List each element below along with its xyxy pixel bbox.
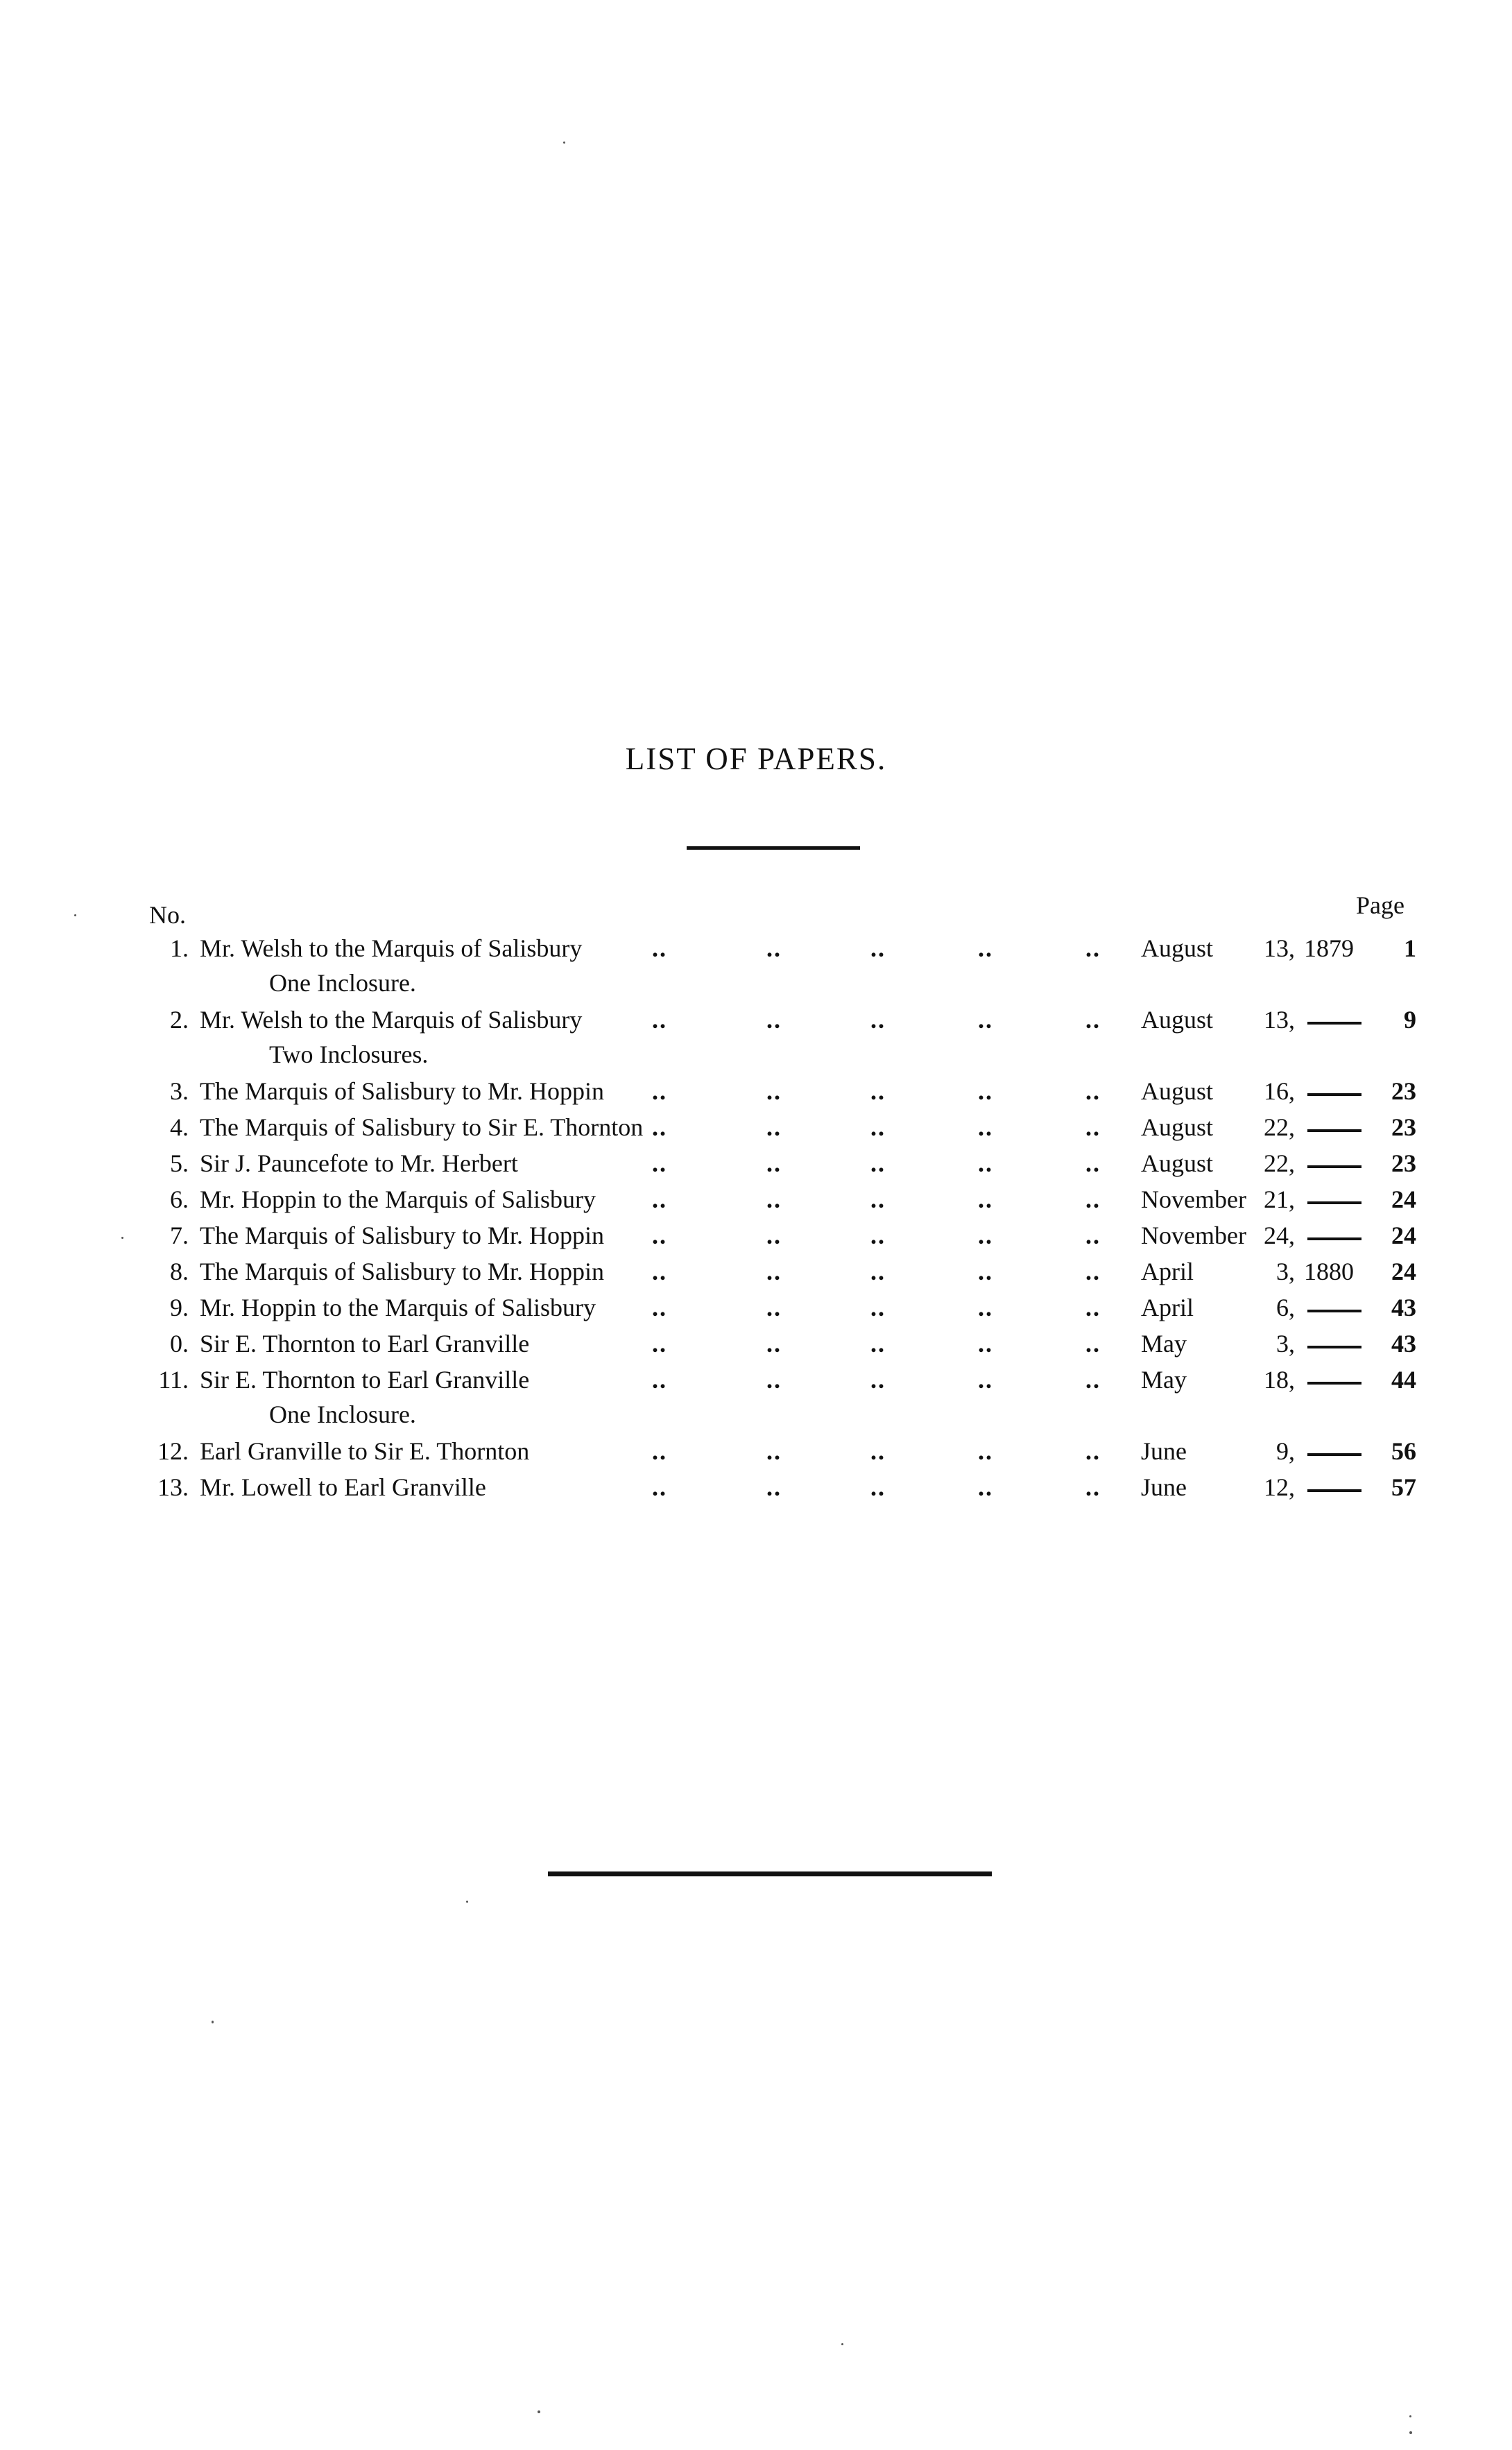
dot-leader: .. — [1085, 1330, 1101, 1357]
dot-leader: .. — [652, 1006, 667, 1034]
list-item — [0, 1473, 1512, 1509]
list-item — [0, 1113, 1512, 1149]
ditto-dash — [1307, 1489, 1361, 1492]
date-day: 6, — [1276, 1294, 1295, 1321]
list-item — [0, 1149, 1512, 1185]
scan-speck — [1409, 2415, 1411, 2417]
dot-leader: .. — [1085, 934, 1101, 962]
dot-leader: .. — [978, 1185, 993, 1213]
paper-number: 4. — [170, 1113, 189, 1141]
date-day: 9, — [1276, 1437, 1295, 1465]
paper-number: 1. — [170, 934, 189, 962]
dot-leader: .. — [870, 1330, 886, 1357]
date-month: November — [1141, 1185, 1246, 1213]
dot-leader: .. — [652, 1437, 667, 1465]
dot-leader: .. — [766, 1185, 782, 1213]
date-day: 22, — [1264, 1113, 1295, 1141]
paper-description: Sir E. Thornton to Earl Granville — [200, 1366, 530, 1394]
date-day: 13, — [1264, 934, 1295, 962]
page-number: 44 — [1391, 1366, 1416, 1394]
dot-leader: .. — [652, 1294, 667, 1321]
dot-leader: .. — [870, 1113, 886, 1141]
date-day: 3, — [1276, 1258, 1295, 1285]
dot-leader: .. — [652, 1077, 667, 1105]
inclosure-note: One Inclosure. — [269, 969, 416, 997]
page-number: 43 — [1391, 1294, 1416, 1321]
dot-leader: .. — [652, 1330, 667, 1357]
dot-leader: .. — [1085, 1222, 1101, 1249]
date-year: 1879 — [1304, 934, 1354, 962]
date-month: May — [1141, 1366, 1187, 1394]
paper-description: Mr. Lowell to Earl Granville — [200, 1473, 486, 1501]
paper-description: The Marquis of Salisbury to Mr. Hoppin — [200, 1077, 604, 1105]
dot-leader: .. — [652, 1366, 667, 1394]
dot-leader: .. — [870, 1258, 886, 1285]
column-header-no: No. — [149, 901, 186, 929]
page-number: 43 — [1391, 1330, 1416, 1357]
dot-leader: .. — [766, 1077, 782, 1105]
ditto-dash — [1307, 1346, 1361, 1348]
dot-leader: .. — [978, 1330, 993, 1357]
dot-leader: .. — [870, 1473, 886, 1501]
scan-speck — [538, 2410, 540, 2413]
dot-leader: .. — [652, 1185, 667, 1213]
dot-leader: .. — [978, 1366, 993, 1394]
page-number: 23 — [1391, 1149, 1416, 1177]
paper-description: The Marquis of Salisbury to Mr. Hoppin — [200, 1258, 604, 1285]
ditto-dash — [1307, 1129, 1361, 1132]
date-month: April — [1141, 1258, 1194, 1285]
dot-leader: .. — [978, 1077, 993, 1105]
page-number: 23 — [1391, 1077, 1416, 1105]
paper-number: 5. — [170, 1149, 189, 1177]
page-title: LIST OF PAPERS. — [625, 742, 887, 776]
date-month: August — [1141, 934, 1214, 962]
dot-leader: .. — [766, 1437, 782, 1465]
ditto-dash — [1307, 1237, 1361, 1240]
dot-leader: .. — [870, 1006, 886, 1034]
date-day: 3, — [1276, 1330, 1295, 1357]
list-item — [0, 1185, 1512, 1221]
paper-number: 3. — [170, 1077, 189, 1105]
paper-number: 8. — [170, 1258, 189, 1285]
dot-leader: .. — [870, 1185, 886, 1213]
dot-leader: .. — [1085, 1185, 1101, 1213]
date-month: May — [1141, 1330, 1187, 1357]
dot-leader: .. — [1085, 1366, 1101, 1394]
dot-leader: .. — [978, 1006, 993, 1034]
paper-number: 13. — [157, 1473, 189, 1501]
ditto-dash — [1307, 1453, 1361, 1456]
paper-description: The Marquis of Salisbury to Mr. Hoppin — [200, 1222, 604, 1249]
paper-number: 6. — [170, 1185, 189, 1213]
dot-leader: .. — [870, 1294, 886, 1321]
paper-description: The Marquis of Salisbury to Sir E. Thornton — [200, 1113, 644, 1141]
date-month: August — [1141, 1113, 1214, 1141]
ditto-dash — [1307, 1165, 1361, 1168]
paper-number: 12. — [157, 1437, 189, 1465]
scan-speck — [212, 2021, 214, 2023]
dot-leader: .. — [652, 934, 667, 962]
page-number: 24 — [1391, 1185, 1416, 1213]
dot-leader: .. — [652, 1149, 667, 1177]
date-month: August — [1141, 1149, 1214, 1177]
dot-leader: .. — [766, 1149, 782, 1177]
dot-leader: .. — [652, 1473, 667, 1501]
paper-description: Mr. Welsh to the Marquis of Salisbury — [200, 934, 583, 962]
list-item — [0, 1329, 1512, 1365]
scan-speck — [563, 142, 565, 144]
dot-leader: .. — [766, 1113, 782, 1141]
dot-leader: .. — [978, 1294, 993, 1321]
dot-leader: .. — [978, 1222, 993, 1249]
dot-leader: .. — [1085, 1006, 1101, 1034]
dot-leader: .. — [766, 934, 782, 962]
dot-leader: .. — [1085, 1473, 1101, 1501]
date-year: 1880 — [1304, 1258, 1354, 1285]
list-item — [0, 1365, 1512, 1401]
scan-speck — [121, 1237, 123, 1239]
dot-leader: .. — [766, 1294, 782, 1321]
inclosure-note: One Inclosure. — [269, 1400, 416, 1428]
date-day: 13, — [1264, 1006, 1295, 1034]
date-month: April — [1141, 1294, 1194, 1321]
paper-description: Mr. Hoppin to the Marquis of Salisbury — [200, 1185, 596, 1213]
page-number: 1 — [1404, 934, 1416, 962]
page-number: 24 — [1391, 1258, 1416, 1285]
dot-leader: .. — [870, 1077, 886, 1105]
scan-speck — [74, 914, 76, 916]
date-month: August — [1141, 1006, 1214, 1034]
dot-leader: .. — [1085, 1149, 1101, 1177]
page-number: 56 — [1391, 1437, 1416, 1465]
dot-leader: .. — [652, 1113, 667, 1141]
scan-speck — [841, 2343, 843, 2345]
ditto-dash — [1307, 1022, 1361, 1025]
footer-rule — [548, 1871, 992, 1876]
list-item — [0, 1437, 1512, 1473]
dot-leader: .. — [978, 1258, 993, 1285]
dot-leader: .. — [1085, 1258, 1101, 1285]
dot-leader: .. — [766, 1473, 782, 1501]
dot-leader: .. — [1085, 1294, 1101, 1321]
dot-leader: .. — [870, 1366, 886, 1394]
dot-leader: .. — [978, 1149, 993, 1177]
date-month: June — [1141, 1473, 1187, 1501]
date-day: 18, — [1264, 1366, 1295, 1394]
page-number: 57 — [1391, 1473, 1416, 1501]
dot-leader: .. — [1085, 1113, 1101, 1141]
dot-leader: .. — [978, 1473, 993, 1501]
paper-description: Sir E. Thornton to Earl Granville — [200, 1330, 530, 1357]
date-day: 24, — [1264, 1222, 1295, 1249]
list-item — [0, 1077, 1512, 1113]
dot-leader: .. — [766, 1366, 782, 1394]
paper-description: Earl Granville to Sir E. Thornton — [200, 1437, 530, 1465]
paper-number: 9. — [170, 1294, 189, 1321]
date-month: June — [1141, 1437, 1187, 1465]
list-item — [0, 1293, 1512, 1329]
date-day: 16, — [1264, 1077, 1295, 1105]
date-day: 22, — [1264, 1149, 1295, 1177]
page-number: 9 — [1404, 1006, 1416, 1034]
ditto-dash — [1307, 1201, 1361, 1204]
dot-leader: .. — [1085, 1077, 1101, 1105]
paper-number: 7. — [170, 1222, 189, 1249]
dot-leader: .. — [978, 1437, 993, 1465]
scan-speck — [1409, 2431, 1412, 2434]
dot-leader: .. — [978, 934, 993, 962]
date-day: 21, — [1264, 1185, 1295, 1213]
dot-leader: .. — [766, 1330, 782, 1357]
page-number: 24 — [1391, 1222, 1416, 1249]
list-item — [0, 1257, 1512, 1293]
dot-leader: .. — [766, 1006, 782, 1034]
list-item — [0, 1005, 1512, 1041]
list-item — [0, 1221, 1512, 1257]
date-day: 12, — [1264, 1473, 1295, 1501]
dot-leader: .. — [652, 1222, 667, 1249]
dot-leader: .. — [870, 1222, 886, 1249]
dot-leader: .. — [1085, 1437, 1101, 1465]
ditto-dash — [1307, 1093, 1361, 1096]
paper-description: Mr. Welsh to the Marquis of Salisbury — [200, 1006, 583, 1034]
scan-speck — [466, 1901, 468, 1903]
paper-number: 2. — [170, 1006, 189, 1034]
ditto-dash — [1307, 1310, 1361, 1312]
date-month: November — [1141, 1222, 1246, 1249]
paper-description: Sir J. Pauncefote to Mr. Herbert — [200, 1149, 518, 1177]
inclosure-note: Two Inclosures. — [269, 1040, 429, 1068]
dot-leader: .. — [870, 1437, 886, 1465]
ditto-dash — [1307, 1382, 1361, 1385]
dot-leader: .. — [870, 1149, 886, 1177]
paper-number: 11. — [158, 1366, 189, 1394]
column-header-page: Page — [1356, 891, 1404, 919]
dot-leader: .. — [652, 1258, 667, 1285]
dot-leader: .. — [870, 934, 886, 962]
page-number: 23 — [1391, 1113, 1416, 1141]
date-month: August — [1141, 1077, 1214, 1105]
dot-leader: .. — [766, 1222, 782, 1249]
list-item — [0, 934, 1512, 970]
paper-number: 0. — [170, 1330, 189, 1357]
dot-leader: .. — [766, 1258, 782, 1285]
dot-leader: .. — [978, 1113, 993, 1141]
paper-description: Mr. Hoppin to the Marquis of Salisbury — [200, 1294, 596, 1321]
